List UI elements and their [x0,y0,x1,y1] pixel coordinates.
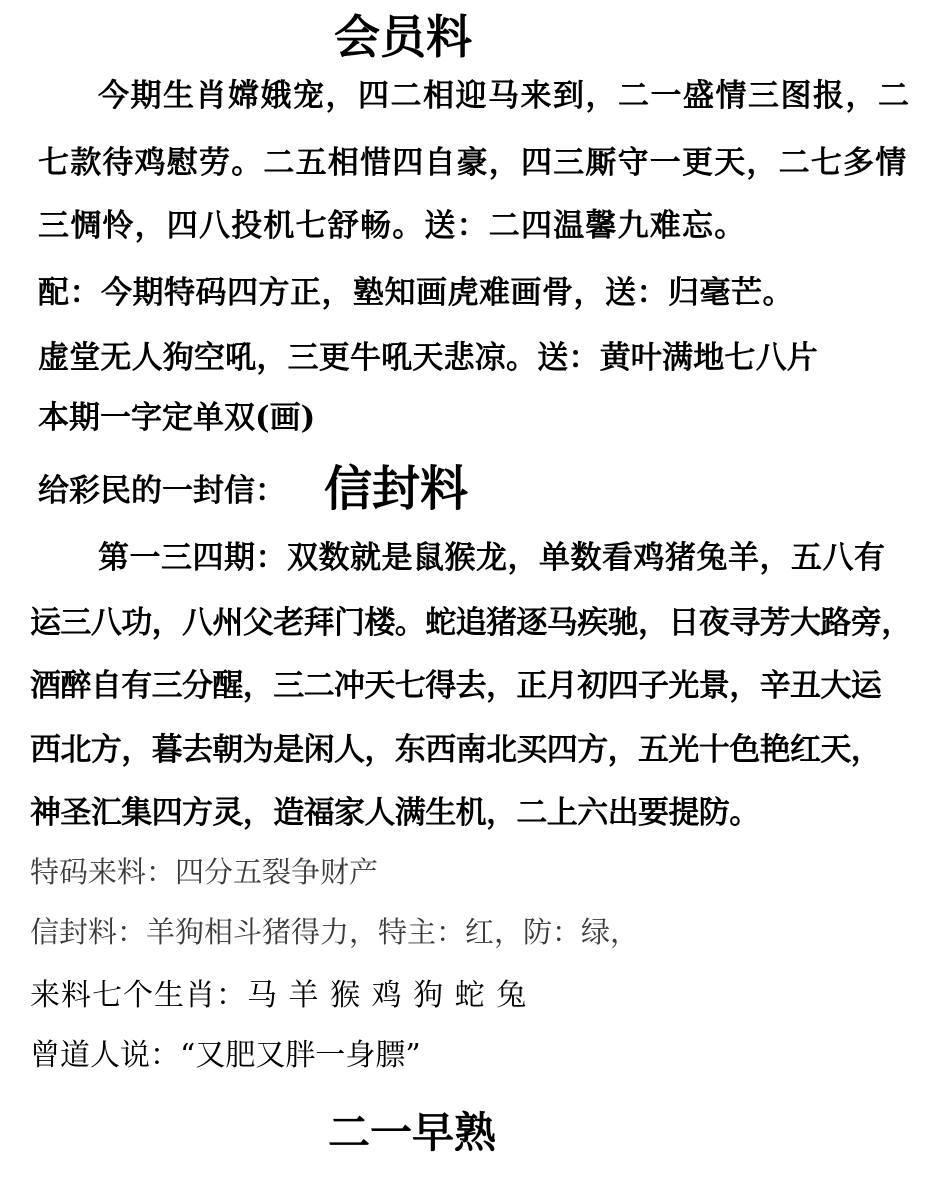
letter-line-1: 第一三四期：双数就是鼠猴龙，单数看鸡猪兔羊，五八有 [98,540,886,576]
letter-line-2: 运三八功，八州父老拜门楼。蛇追猪逐马疾驰，日夜寻芳大路旁， [30,605,912,641]
bottom-title: 二一早熟 [328,1108,497,1157]
member-poem-line-2: 七款待鸡慰劳。二五相惜四自豪，四三厮守一更天，二七多情 [38,145,908,181]
xutang-line: 虚堂无人狗空吼，三更牛吼天悲凉。送：黄叶满地七八片 [38,340,818,376]
zodiac-line: 来料七个生肖：马 羊 猴 鸡 狗 蛇 兔 [30,978,528,1013]
member-title: 会员料 [334,10,472,64]
letter-line-3: 酒醉自有三分醒，三二冲天七得去，正月初四子光景，辛丑大运 [30,668,882,704]
envelope-line: 信封料：羊狗相斗猪得力，特主：红，防：绿， [30,915,640,949]
envelope-title: 信封料 [324,461,469,517]
letter-line-4: 西北方，暮去朝为是闲人，东西南北买四方，五光十色艳红天， [30,732,882,768]
letter-intro: 给彩民的一封信： [38,473,286,509]
zeng-line: 曾道人说：“又肥又胖一身膘” [30,1038,421,1073]
special-code-line: 特码来料：四分五裂争财产 [30,855,379,889]
pei-line: 配：今期特码四方正，塾知画虎难画骨，送：归毫芒。 [38,275,794,311]
letter-line-5: 神圣汇集四方灵，造福家人满生机，二上六出要提防。 [30,795,760,831]
member-poem-line-1: 今期生肖嫦娥宠，四二相迎马来到，二一盛情三图报，二 [98,78,911,114]
single-double-line: 本期一字定单双(画) [38,400,316,436]
member-poem-line-3: 三惆怜，四八投机七舒畅。送：二四温馨九难忘。 [38,208,747,244]
